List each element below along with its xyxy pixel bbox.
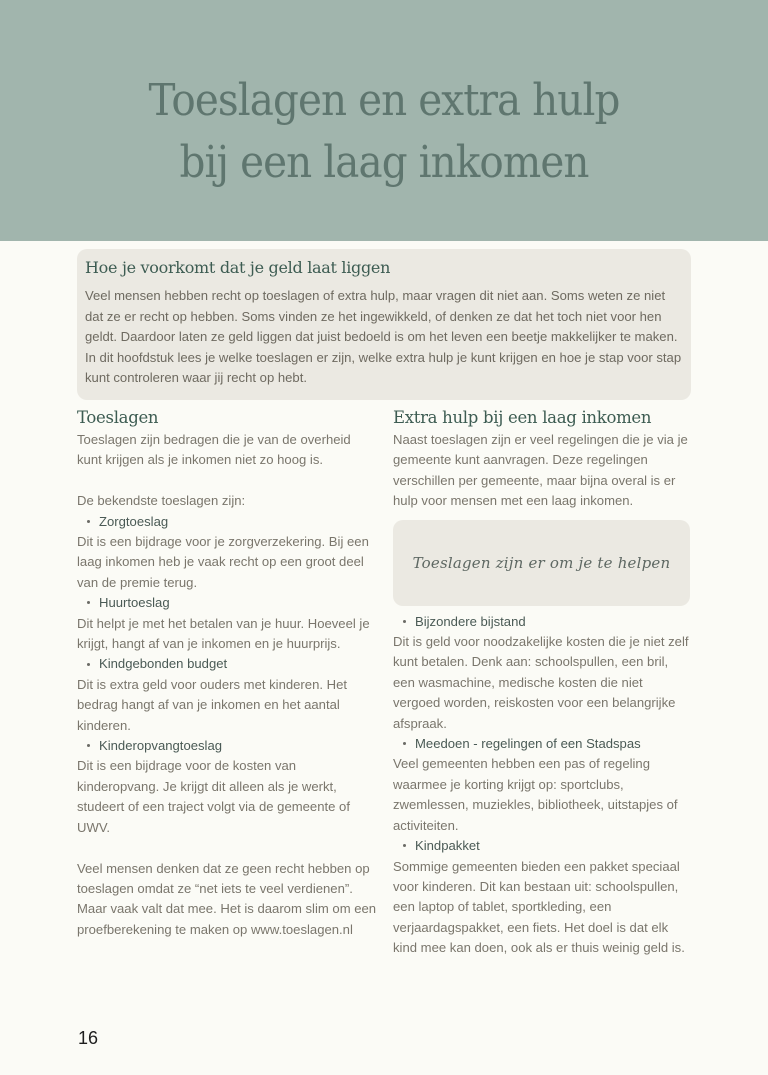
list-item-title: Bijzondere bijstand (393, 612, 693, 632)
toeslagen-list-intro: De bekendste toeslagen zijn: (77, 493, 246, 509)
list-item-text: Dit is een bijdrage voor je zorgverzekering. Bij een laag inkomen heb je vaak recht op een groot deel van de premie terug. (77, 534, 369, 590)
toeslagen-heading: Toeslagen (77, 408, 159, 427)
quote-box (393, 520, 690, 606)
intro-heading: Hoe je voorkomt dat je geld laat liggen (85, 258, 391, 277)
list-item-title: Huurtoeslag (77, 593, 377, 613)
list-item-title: Zorgtoeslag (77, 512, 377, 532)
list-item-text: Dit is een bijdrage voor de kosten van kinderopvang. Je krijgt dit alleen als je werkt, studeert of een traject volgt via de gemeente of UWV. (77, 758, 350, 835)
list-item-text: Veel gemeenten hebben een pas of regeling waarmee je korting krijgt op: sportclubs, zwemlessen, muziekles, bibliotheek, uitstapjes of activiteiten. (393, 756, 678, 833)
list-item-text: Dit is geld voor noodzakelijke kosten die je niet zelf kunt betalen. Denk aan: schoolspullen, een bril, een wasmachine, medische kosten die niet vergoed worden, reiskosten voor een belangrijke afspraak. (393, 634, 689, 731)
list-item-text: Dit helpt je met het betalen van je huur. Hoeveel je krijgt, hangt af van je inkomen en je huurprijs. (77, 615, 370, 652)
bullet-icon (403, 742, 406, 745)
list-item-title: Kinderopvangtoeslag (77, 736, 377, 756)
page-title-line-1: Toeslagen en extra hulp (148, 75, 620, 126)
page-number: 16 (78, 1028, 99, 1048)
bullet-icon (87, 601, 90, 604)
hero-banner (0, 0, 768, 241)
bullet-icon (403, 620, 406, 623)
list-item-text: Dit is extra geld voor ouders met kinderen. Het bedrag hangt af van je inkomen en het aantal kinderen. (77, 676, 348, 733)
list-item-text: Sommige gemeenten bieden een pakket speciaal voor kinderen. Dit kan bestaan uit: schoolspullen, een laptop of tablet, sportkleding, een verjaardagspakket, een fiets. Het doel is dat elk kind mee kan doen, ook als er thuis weinig geld is. (393, 858, 685, 956)
toeslagen-intro: Toeslagen zijn bedragen die je van de overheid kunt krijgen als je inkomen niet zo hoog is. (77, 432, 351, 468)
list-item-title: Kindgebonden budget (77, 654, 377, 674)
extra-hulp-intro: Naast toeslagen zijn er veel regelingen die je via je gemeente kunt aanvragen. Deze regelingen verschillen per gemeente, maar bijna overal is er hulp voor mensen met een laag inkomen. (393, 432, 688, 509)
toeslagen-outro: Veel mensen denken dat ze geen recht hebben op toeslagen omdat ze “net iets te veel verdienen”. Maar vaak valt dat mee. Het is daarom slim om een proefberekening te maken op www.toeslagen.nl (77, 860, 377, 937)
list-item-title: Kindpakket (393, 836, 693, 856)
intro-box (77, 249, 691, 400)
extra-hulp-heading: Extra hulp bij een laag inkomen (393, 408, 652, 427)
intro-text: Veel mensen hebben recht op toeslagen of extra hulp, maar vragen dit niet aan. Soms weten ze niet dat ze er recht op hebben. Soms vinden ze het ingewikkeld, of denken ze dat het toch niet voor hen geldt. Daardoor laten ze geld liggen dat juist bedoeld is om het leven een beetje makkelijker te maken. In dit hoofdstuk lees je welke toeslagen er zijn, welke extra hulp je kunt krijgen en hoe je stap voor stap kunt controleren waar jij recht op hebt. (85, 288, 682, 386)
bullet-icon (87, 520, 90, 523)
bullet-icon (403, 844, 406, 847)
list-item-title: Meedoen - regelingen of een Stadspas (393, 734, 693, 754)
page-title-line-2: bij een laag inkomen (179, 137, 589, 188)
bullet-icon (87, 744, 90, 747)
toeslagen-column (77, 405, 377, 940)
extra-hulp-column (393, 405, 693, 959)
page-title (31, 70, 738, 194)
quote-text: Toeslagen zijn er om je te helpen (412, 553, 671, 572)
bullet-icon (87, 663, 90, 666)
